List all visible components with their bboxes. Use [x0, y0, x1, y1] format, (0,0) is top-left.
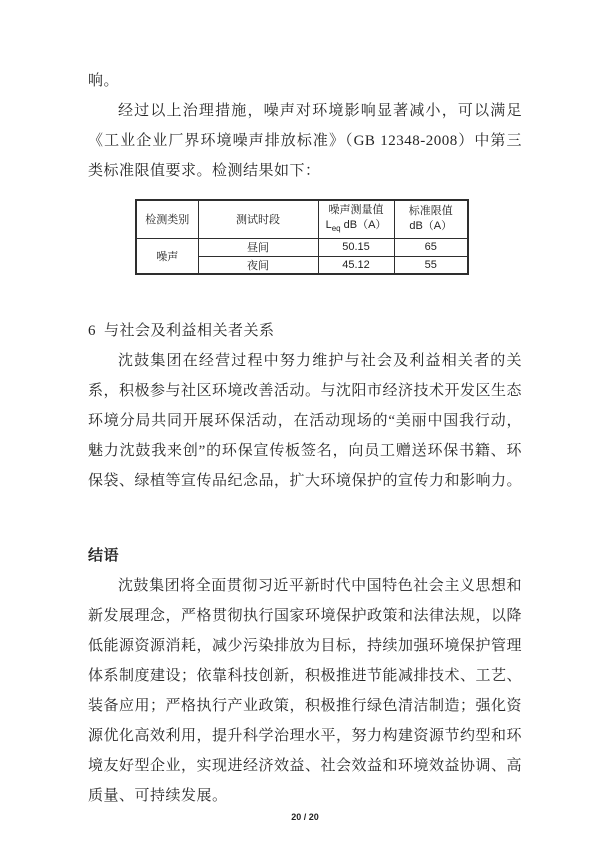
paragraph-conclusion: 沈鼓集团将全面贯彻习近平新时代中国特色社会主义思想和新发展理念，严格贯彻执行国家环境保护政策和法律法规，以降低能源资源消耗，减少污染排放为目标，持续加强环境保护管理体系制度建设；依靠科技创新，积极推进节能减排技术、工艺、装备应用；严格执行产业政策，积极推行绿色清洁制造；强化资源优化高效利用，提升科学治理水平，努力构建资源节约型和环境友好型企业，实现进经济效益、社会效益和环境效益协调、高质量、可持续发展。	[88, 578, 523, 804]
cell-measured-day: 50.15	[318, 238, 394, 256]
limit-title: 标准限值	[408, 205, 453, 218]
cell-measured-night: 45.12	[318, 256, 394, 274]
measured-title: 噪声测量值	[328, 203, 384, 216]
page-number: 20 / 20	[291, 812, 319, 822]
measured-unit: $L_{eq}$ dB（A）	[325, 218, 387, 233]
table-row-day	[136, 238, 468, 256]
col-header-limit	[394, 200, 468, 238]
cell-period-night: 夜间	[198, 256, 318, 274]
table-header-row	[136, 200, 468, 238]
cell-category: 噪声	[136, 238, 198, 274]
section6-number: 6	[88, 323, 96, 339]
conclusion-heading: 结语	[88, 548, 120, 564]
paragraph-section6: 沈鼓集团在经营过程中努力维护与社会及利益相关者的关系，积极参与社区环境改善活动。与沈阳市经济技术开发区生态环境分局共同开展环保活动，在活动现场的“美丽中国我行动，魅力沈鼓我来创”的环保宣传板签名，向员工赠送环保书籍、环保袋、绿植等宣传品纪念品，扩大环境保护的宣传力和影响力。	[88, 353, 523, 489]
cell-limit-day: 65	[394, 238, 468, 256]
col-header-period: 测试时段	[198, 200, 318, 238]
col-header-category: 检测类别	[136, 200, 198, 238]
paragraph-noise-treatment: 经过以上治理措施，噪声对环境影响显著减小，可以满足《工业企业厂界环境噪声排放标准》（GB 12348-2008）中第三类标准限值要求。检测结果如下：	[88, 103, 522, 179]
noise-results-table	[135, 199, 469, 275]
cell-limit-night: 55	[394, 256, 468, 274]
section6-heading	[88, 316, 522, 346]
cell-period-day: 昼间	[198, 238, 318, 256]
section6-title: 与社会及利益相关者关系	[104, 323, 275, 339]
col-header-measured	[318, 200, 394, 238]
paragraph-fragment: 响。	[88, 73, 120, 89]
limit-unit: dB（A）	[409, 220, 453, 233]
